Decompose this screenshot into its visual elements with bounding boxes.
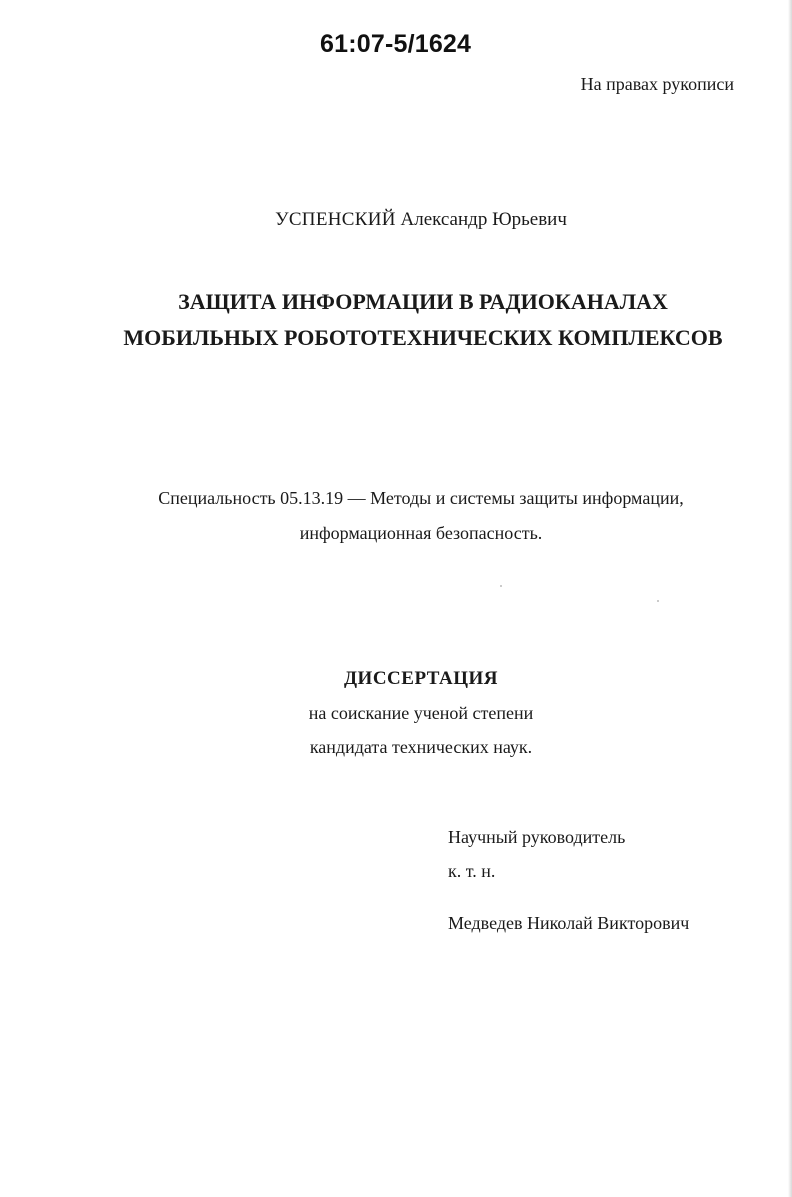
- supervisor-block: [448, 820, 689, 940]
- author-given-names: Александр Юрьевич: [400, 209, 567, 230]
- supervisor-name: Медведев Николай Викторович: [448, 913, 690, 933]
- scan-speck: [500, 585, 502, 587]
- thesis-line-1: на соискание ученой степени: [308, 703, 534, 723]
- thesis-line-2: кандидата технических наук.: [309, 737, 533, 757]
- specialty-line-2: информационная безопасность.: [299, 523, 543, 543]
- scan-speck: [657, 600, 659, 602]
- dissertation-title: [0, 284, 792, 356]
- thesis-kind: ДИССЕРТАЦИЯ: [343, 668, 499, 689]
- title-line-2: МОБИЛЬНЫХ РОБОТОТЕХНИЧЕСКИХ КОМПЛЕКСОВ: [123, 325, 723, 350]
- title-line-1: ЗАЩИТА ИНФОРМАЦИИ В РАДИОКАНАЛАХ: [178, 289, 668, 314]
- supervisor-degree: к. т. н.: [448, 861, 496, 881]
- archive-code: 61:07-5/1624: [320, 30, 472, 58]
- specialty: [0, 481, 792, 551]
- thesis-block: [0, 662, 792, 764]
- specialty-line-1: Специальность 05.13.19 — Методы и системы защиты информации,: [158, 488, 684, 508]
- author-surname: УСПЕНСКИЙ: [275, 209, 396, 230]
- author: [0, 209, 792, 231]
- rights-note: На правах рукописи: [580, 74, 734, 94]
- supervisor-role: Научный руководитель: [448, 827, 626, 847]
- scan-edge: [788, 0, 792, 1197]
